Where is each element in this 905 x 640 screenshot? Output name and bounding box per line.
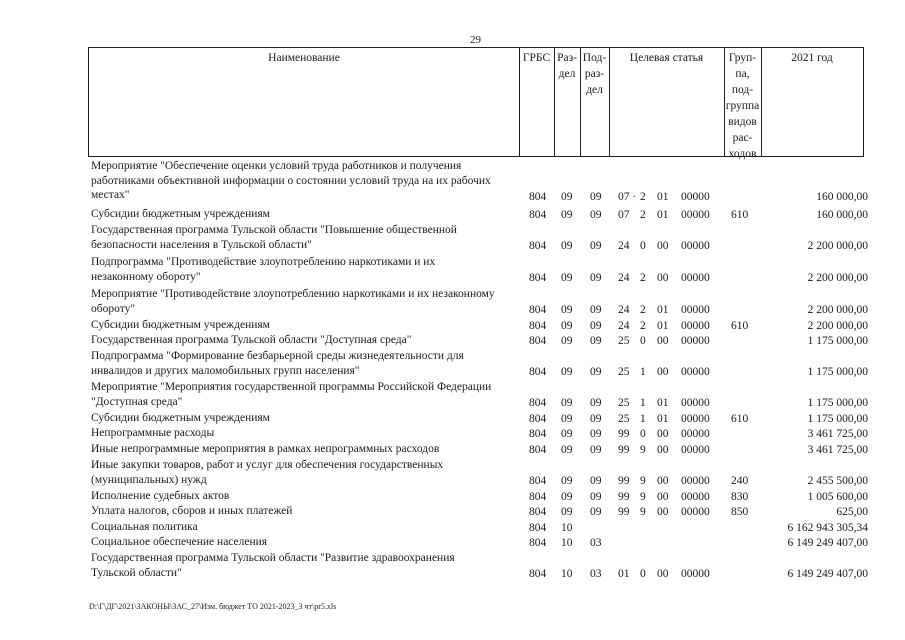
row-razd: 09 [561,190,573,203]
table-row [0,223,905,253]
row-p3: 01 [657,396,669,409]
row-p2: 1 [640,365,646,378]
row-p1: 99 [618,427,630,440]
row-p2: 9 [640,505,646,518]
row-name: Мероприятие "Мероприятия государственной программы Российской Федерации "Доступная среда" [91,381,492,408]
row-p3: 00 [657,443,669,456]
row-vr: 610 [731,319,749,332]
row-p2: 2 [640,271,646,284]
row-p3: 00 [657,567,669,580]
table-row [0,551,905,581]
row-p3: 01 [657,208,669,221]
row-podr: 09 [590,474,602,487]
row-p2: 1 [640,396,646,409]
row-sum: 3 461 725,00 [807,427,868,440]
row-sum: 2 200 000,00 [807,319,868,332]
row-p4: 00000 [681,505,710,518]
row-podr: 09 [590,412,602,425]
row-podr: 03 [590,567,602,580]
row-name: Исполнение судебных актов [91,490,230,502]
row-podr: 03 [590,536,602,549]
row-p4: 00000 [681,412,710,425]
row-razd: 10 [561,567,573,580]
row-razd: 09 [561,319,573,332]
row-razd: 09 [561,505,573,518]
header-vr-line: ходов [728,148,757,160]
row-p2: 9 [640,490,646,503]
row-grbs: 804 [529,319,547,332]
row-name: Субсидии бюджетным учреждениям [91,412,270,424]
row-name: Социальная политика [91,521,198,533]
row-sum: 1 175 000,00 [807,412,868,425]
row-p1: 07 · [618,190,637,203]
row-p4: 00000 [681,190,710,203]
row-name: Иные непрограммные мероприятия в рамках непрограммных расходов [91,443,440,455]
table-row [0,333,905,348]
header-podrazdel [580,47,610,157]
row-p4: 00000 [681,334,710,347]
row-p3: 01 [657,303,669,316]
row-grbs: 804 [529,239,547,252]
row-razd: 10 [561,521,573,534]
row-name: Государственная программа Тульской области "Повышение общественной безопасности населения в Тульской области" [91,224,457,251]
row-sum: 160 000,00 [816,208,868,221]
row-vr: 610 [731,412,749,425]
row-name: Непрограммные расходы [91,427,215,439]
table-row [0,255,905,285]
row-razd: 09 [561,443,573,456]
table-row [0,287,905,317]
row-sum: 625,00 [836,505,868,518]
header-podrazdel-line: Под- [582,52,607,64]
row-p1: 24 [618,271,630,284]
row-podr: 09 [590,271,602,284]
row-sum: 6 162 943 305,34 [787,521,868,534]
row-sum: 6 149 249 407,00 [787,536,868,549]
table-row [0,207,905,222]
row-sum: 1 175 000,00 [807,396,868,409]
row-p3: 00 [657,365,669,378]
row-podr: 09 [590,190,602,203]
row-p3: 00 [657,239,669,252]
row-grbs: 804 [529,412,547,425]
header-vr-line: группа [725,100,760,112]
row-p1: 99 [618,505,630,518]
row-razd: 09 [561,396,573,409]
header-razdel-line: Раз- [557,52,577,64]
row-name: Мероприятие "Противодействие злоупотреблению наркотиками и их незаконному обороту" [91,288,495,315]
row-podr: 09 [590,396,602,409]
row-sum: 6 149 249 407,00 [787,567,868,580]
table-row [0,504,905,519]
row-p1: 25 [618,396,630,409]
row-razd: 09 [561,412,573,425]
row-name: Подпрограмма "Противодействие злоупотреблению наркотиками и их незаконному обороту" [91,256,436,283]
row-grbs: 804 [529,536,547,549]
row-p1: 01 [618,567,630,580]
table-row [0,535,905,550]
row-grbs: 804 [529,443,547,456]
header-vr-line: Груп- [728,52,757,64]
row-grbs: 804 [529,271,547,284]
row-p1: 25 [618,334,630,347]
row-p4: 00000 [681,396,710,409]
row-podr: 09 [590,505,602,518]
row-p3: 01 [657,412,669,425]
row-sum: 2 200 000,00 [807,271,868,284]
row-p4: 00000 [681,427,710,440]
header-name [88,47,520,157]
row-grbs: 804 [529,208,547,221]
table-row [0,458,905,488]
row-vr: 850 [731,505,749,518]
table-row [0,318,905,333]
row-grbs: 804 [529,334,547,347]
row-p1: 24 [618,239,630,252]
row-podr: 09 [590,443,602,456]
row-grbs: 804 [529,505,547,518]
row-p4: 00000 [681,303,710,316]
table-row [0,520,905,535]
header-podrazdel-line: раз- [584,68,605,80]
row-podr: 09 [590,319,602,332]
row-p2: 0 [640,427,646,440]
row-razd: 09 [561,271,573,284]
row-grbs: 804 [529,365,547,378]
header-target-label: Целевая статья [629,52,704,64]
row-grbs: 804 [529,303,547,316]
row-razd: 09 [561,427,573,440]
row-p2: 0 [640,239,646,252]
row-podr: 09 [590,365,602,378]
row-p3: 00 [657,334,669,347]
row-grbs: 804 [529,521,547,534]
row-razd: 09 [561,474,573,487]
row-name: Подпрограмма "Формирование безбарьерной среды жизнедеятельности для инвалидов и других маломобильных групп населения" [91,350,464,377]
row-p3: 00 [657,271,669,284]
table-row [0,489,905,504]
row-p1: 25 [618,365,630,378]
row-name: Мероприятие "Обеспечение оценки условий труда работников и получения работниками объективной информации о состоянии условий труда на их рабочих местах" [91,160,491,201]
header-razdel [554,47,581,157]
row-sum: 3 461 725,00 [807,443,868,456]
row-p2: 2 [640,319,646,332]
header-grbs [519,47,555,157]
row-p3: 00 [657,474,669,487]
row-sum: 160 000,00 [816,190,868,203]
row-p4: 00000 [681,365,710,378]
row-p1: 24 [618,303,630,316]
row-p4: 00000 [681,443,710,456]
row-grbs: 804 [529,396,547,409]
row-p2: 1 [640,412,646,425]
table-row [0,380,905,410]
row-grbs: 804 [529,490,547,503]
row-p2: 2 [640,303,646,316]
header-vr-line: па, [735,68,750,80]
row-p1: 25 [618,412,630,425]
row-sum: 1 175 000,00 [807,334,868,347]
row-p4: 00000 [681,567,710,580]
row-sum: 1 175 000,00 [807,365,868,378]
row-name: Социальное обеспечение населения [91,536,268,548]
header-grbs-label: ГРБС [522,52,551,64]
row-razd: 09 [561,490,573,503]
row-p2: 2 [640,208,646,221]
header-target [609,47,725,157]
row-p1: 99 [618,474,630,487]
row-p3: 00 [657,427,669,440]
row-razd: 09 [561,334,573,347]
row-vr: 610 [731,208,749,221]
row-podr: 09 [590,208,602,221]
row-podr: 09 [590,239,602,252]
footer-file-path: D:\Г\ДГ\2021\ЗАКОНЫ\ЗАС_27\Изм. бюджет ТО 2021-2023_3 чт\pr5.xls [89,602,337,611]
row-p1: 24 [618,319,630,332]
page-number: 29 [470,34,481,46]
row-p4: 00000 [681,208,710,221]
table-row [0,426,905,441]
header-vr-line: рас- [732,132,753,144]
row-podr: 09 [590,490,602,503]
row-p3: 00 [657,505,669,518]
row-name: Уплата налогов, сборов и иных платежей [91,505,293,517]
header-razdel-line: дел [558,68,576,80]
row-razd: 09 [561,208,573,221]
row-razd: 09 [561,365,573,378]
row-sum: 2 200 000,00 [807,239,868,252]
row-grbs: 804 [529,427,547,440]
row-p2: 0 [640,567,646,580]
row-p2: 9 [640,443,646,456]
header-year-label: 2021 год [791,52,833,64]
row-podr: 09 [590,334,602,347]
row-p1: 07 [618,208,630,221]
row-p3: 01 [657,319,669,332]
header-year [761,47,864,157]
header-name-label: Наименование [268,52,340,64]
header-podrazdel-line: дел [586,84,603,96]
row-p2: 9 [640,474,646,487]
row-razd: 10 [561,536,573,549]
row-vr: 240 [731,474,749,487]
row-podr: 09 [590,427,602,440]
row-p1: 99 [618,443,630,456]
row-p4: 00000 [681,319,710,332]
row-p2: 2 [640,190,646,203]
table-row [0,349,905,379]
row-razd: 09 [561,303,573,316]
header-vr-line: видов [728,116,757,128]
table-row [0,411,905,426]
row-grbs: 804 [529,567,547,580]
row-sum: 2 455 500,00 [807,474,868,487]
row-razd: 09 [561,239,573,252]
row-p4: 00000 [681,490,710,503]
table-row [0,159,905,204]
row-name: Государственная программа Тульской области "Доступная среда" [91,334,412,346]
header-vr [724,47,762,160]
row-name: Иные закупки товаров, работ и услуг для обеспечения государственных (муниципальных) нужд [91,459,444,486]
row-grbs: 804 [529,474,547,487]
row-name: Субсидии бюджетным учреждениям [91,208,270,220]
row-p1: 99 [618,490,630,503]
row-name: Субсидии бюджетным учреждениям [91,319,270,331]
row-vr: 830 [731,490,749,503]
row-p4: 00000 [681,239,710,252]
row-p4: 00000 [681,271,710,284]
row-sum: 2 200 000,00 [807,303,868,316]
row-podr: 09 [590,303,602,316]
row-p3: 00 [657,490,669,503]
row-p3: 01 [657,190,669,203]
row-p2: 0 [640,334,646,347]
table-row [0,442,905,457]
header-vr-line: под- [731,84,754,96]
row-sum: 1 005 600,00 [807,490,868,503]
row-p4: 00000 [681,474,710,487]
row-name: Государственная программа Тульской области "Развитие здравоохранения Тульской области" [91,552,455,579]
row-grbs: 804 [529,190,547,203]
